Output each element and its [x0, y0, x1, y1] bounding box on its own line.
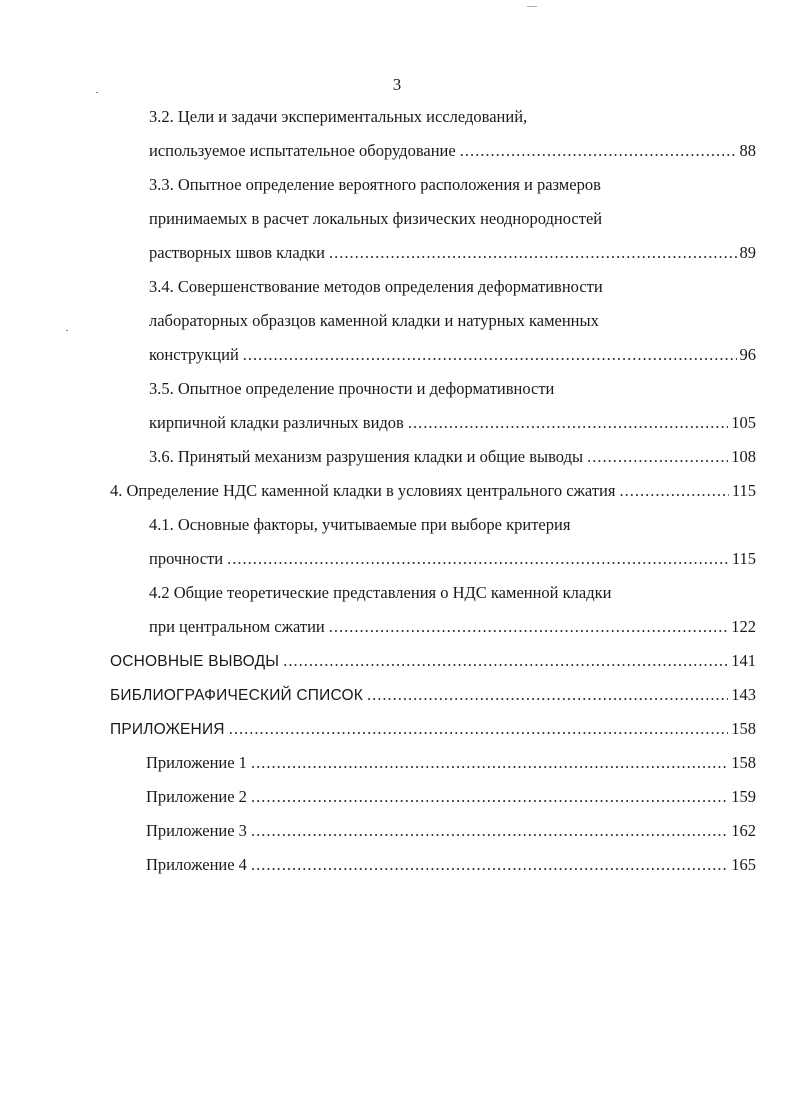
toc-page-number: 108: [731, 447, 756, 466]
page-number: 3: [392, 75, 402, 94]
toc-page-number: 159: [731, 787, 756, 806]
dot-leader: [243, 343, 737, 367]
toc-page-number: 158: [731, 753, 756, 772]
toc-page-number: 89: [739, 243, 756, 262]
toc-entry-3-3-line3: растворных швов кладки: [149, 243, 325, 262]
toc-appendix-1-title: Приложение 1: [146, 753, 247, 772]
toc-entry-appendix-2[interactable]: [146, 785, 756, 809]
toc-page-number: 158: [731, 719, 756, 738]
toc-entry-appendix-3[interactable]: [146, 819, 756, 843]
toc-conclusions-title: ОСНОВНЫЕ ВЫВОДЫ: [110, 653, 280, 670]
toc-entry-3-6[interactable]: [149, 445, 756, 469]
toc-page-number: 122: [731, 617, 756, 636]
toc-appendix-2-title: Приложение 2: [146, 787, 247, 806]
dot-leader: [367, 683, 728, 707]
toc-page-number: 88: [739, 141, 756, 160]
toc-appendix-4-title: Приложение 4: [146, 855, 247, 874]
dot-leader: [329, 241, 737, 265]
toc-entry-3-6-line1: 3.6. Принятый механизм разрушения кладки и общие выводы: [149, 447, 584, 466]
toc-page-number: 143: [731, 685, 756, 704]
toc-entry-4[interactable]: [110, 479, 756, 503]
toc-entry-4-1-line1: 4.1. Основные факторы, учитываемые при выборе критерия: [149, 515, 571, 534]
dot-leader: [229, 717, 729, 741]
dot-leader: [460, 139, 737, 163]
dot-leader: [251, 751, 728, 775]
toc-entry-appendix-4[interactable]: [146, 853, 756, 877]
toc-entry-3-5-line2: кирпичной кладки различных видов: [149, 413, 404, 432]
toc-bibliography-title: БИБЛИОГРАФИЧЕСКИЙ СПИСОК: [110, 687, 363, 704]
toc-entry-3-4[interactable]: [149, 343, 756, 367]
toc-page-number: 96: [739, 345, 756, 364]
toc-entry-3-3[interactable]: [149, 241, 756, 265]
toc-entry-3-5[interactable]: [149, 411, 756, 435]
dot-leader: [587, 445, 728, 469]
toc-entry-4-1-line2: прочности: [149, 549, 224, 568]
toc-entry-3-5-line1: 3.5. Опытное определение прочности и деформативности: [149, 379, 555, 398]
toc-entry-3-3-line1: 3.3. Опытное определение вероятного расположения и размеров: [149, 175, 601, 194]
dot-leader: [408, 411, 728, 435]
toc-entry-3-2[interactable]: [149, 139, 756, 163]
toc-page-number: 162: [731, 821, 756, 840]
toc-entry-4-2-line2: при центральном сжатии: [149, 617, 325, 636]
toc-appendices-title: ПРИЛОЖЕНИЯ: [110, 721, 225, 738]
dot-leader: [251, 819, 728, 843]
toc-page-number: 165: [731, 855, 756, 874]
scan-artifact-mark: [527, 6, 537, 7]
toc-page-number: 115: [731, 549, 756, 568]
dot-leader: [619, 479, 728, 503]
toc-entry-appendices[interactable]: [110, 717, 756, 741]
toc-entry-bibliography[interactable]: [110, 683, 756, 707]
toc-appendix-3-title: Приложение 3: [146, 821, 247, 840]
toc-entry-appendix-1[interactable]: [146, 751, 756, 775]
toc-entry-3-2-line1: 3.2. Цели и задачи экспериментальных исследований,: [149, 107, 528, 126]
toc-entry-4-2[interactable]: [149, 615, 756, 639]
toc-entry-3-3-line2: принимаемых в расчет локальных физических неоднородностей: [149, 209, 603, 228]
toc-page-number: 115: [731, 481, 756, 500]
toc-entry-conclusions[interactable]: [110, 649, 756, 673]
toc-entry-3-4-line2: лабораторных образцов каменной кладки и натурных каменных: [149, 311, 599, 330]
scan-speck: [66, 330, 68, 331]
toc-page-number: 141: [731, 651, 756, 670]
dot-leader: [227, 547, 729, 571]
toc-entry-3-2-line2: используемое испытательное оборудование: [149, 141, 456, 160]
dot-leader: [251, 853, 728, 877]
toc-entry-4-2-line1: 4.2 Общие теоретические представления о НДС каменной кладки: [149, 583, 612, 602]
toc-page-number: 105: [731, 413, 756, 432]
dot-leader: [283, 649, 728, 673]
toc-entry-3-4-line3: конструкций: [149, 345, 239, 364]
toc-entry-4-1[interactable]: [149, 547, 756, 571]
dot-leader: [329, 615, 729, 639]
dot-leader: [251, 785, 728, 809]
toc-entry-3-4-line1: 3.4. Совершенствование методов определения деформативности: [149, 277, 603, 296]
toc-entry-4-line1: 4. Определение НДС каменной кладки в условиях центрального сжатия: [110, 481, 616, 500]
